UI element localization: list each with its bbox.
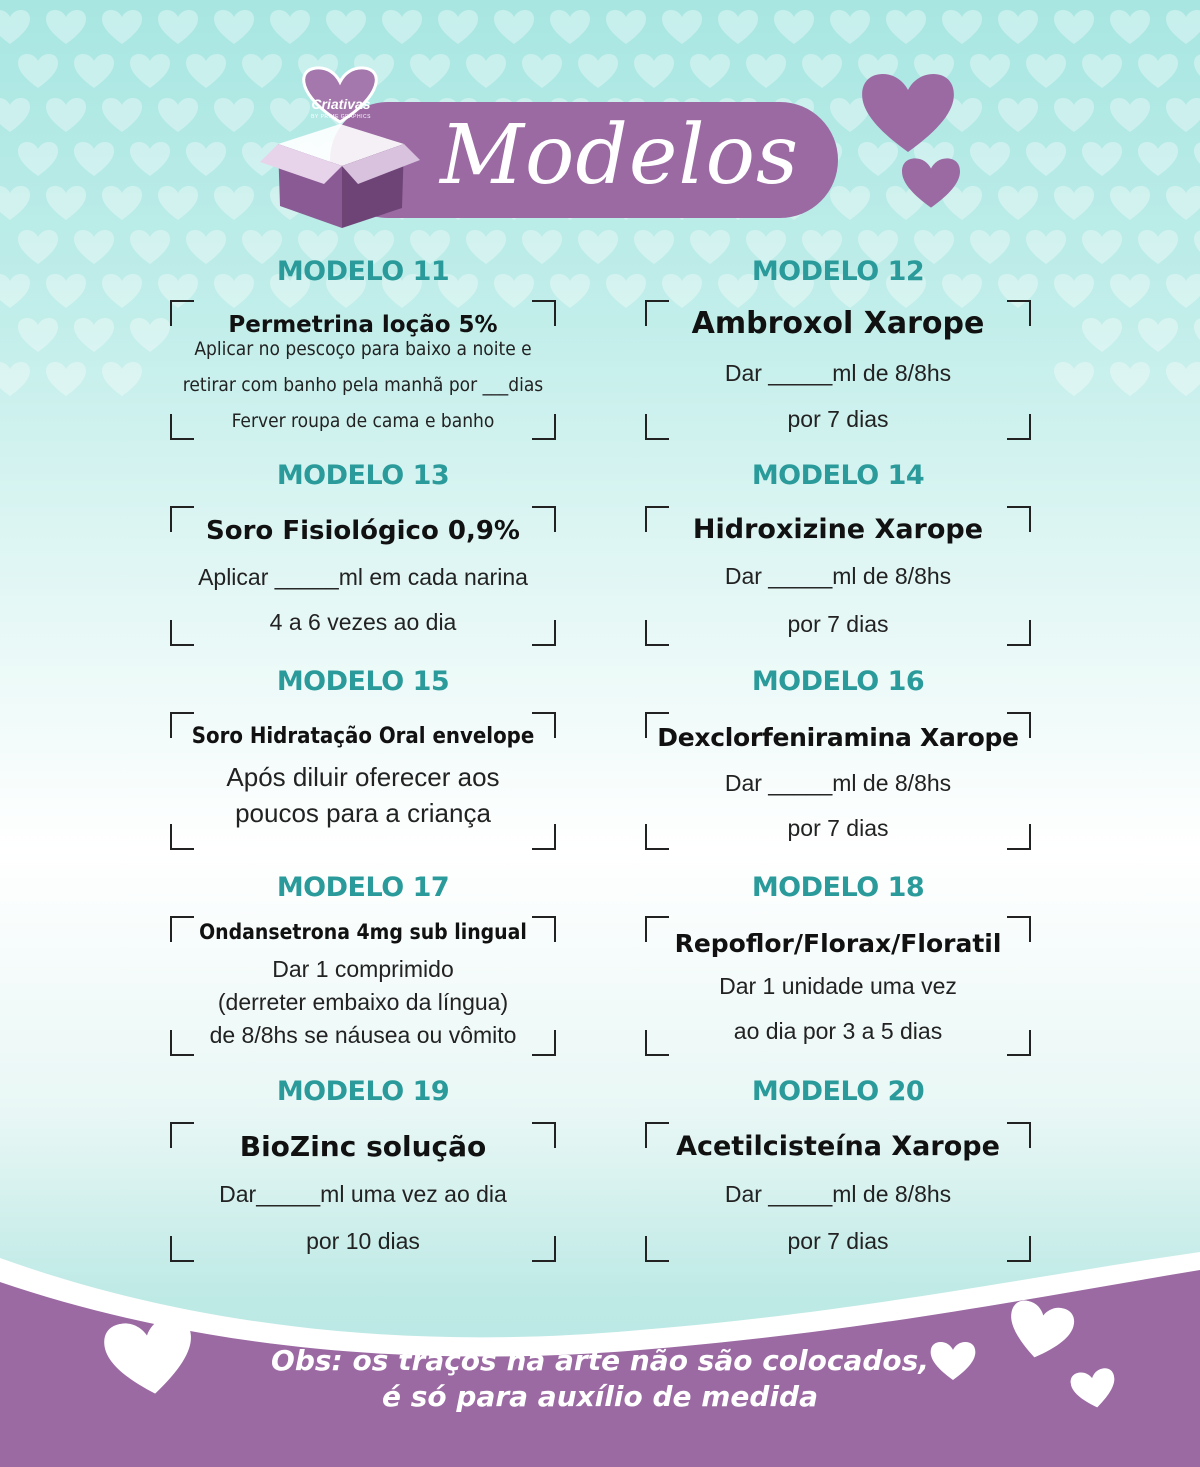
background-heart — [46, 274, 86, 308]
background-heart — [1082, 318, 1122, 352]
background-heart — [102, 362, 142, 396]
medicine-name: Soro Hidratação Oral envelope — [191, 724, 535, 749]
instruction-line: Ferver roupa de cama e banho — [231, 410, 495, 432]
instruction-line: por 7 dias — [787, 815, 889, 841]
background-heart — [214, 10, 254, 44]
background-heart — [1166, 10, 1200, 44]
background-heart — [1082, 230, 1122, 264]
model-13 — [163, 456, 563, 648]
background-heart — [130, 54, 170, 88]
background-heart — [1194, 54, 1200, 88]
medicine-name: Ambroxol Xarope — [691, 306, 985, 341]
background-heart — [998, 98, 1038, 132]
instruction-line: 4 a 6 vezes ao dia — [269, 609, 457, 635]
background-heart — [1166, 274, 1200, 308]
background-heart — [1110, 274, 1150, 308]
model-14 — [638, 456, 1038, 648]
background-heart — [802, 54, 842, 88]
background-heart — [578, 54, 618, 88]
instruction-line: Dar _____ml de 8/8hs — [724, 1181, 952, 1207]
model-16 — [638, 662, 1038, 854]
background-heart — [102, 186, 142, 220]
background-heart — [102, 98, 142, 132]
background-heart — [634, 54, 674, 88]
medicine-name: Dexclorfeniramina Xarope — [657, 723, 1019, 752]
background-heart — [18, 142, 58, 176]
model-label: MODELO 18 — [751, 872, 925, 903]
model-label: MODELO 12 — [751, 256, 925, 287]
background-heart — [382, 10, 422, 44]
background-heart — [662, 10, 702, 44]
background-heart — [1138, 54, 1178, 88]
background-heart — [0, 274, 30, 308]
model-label: MODELO 20 — [751, 1076, 925, 1107]
background-heart — [102, 10, 142, 44]
background-heart — [18, 318, 58, 352]
background-heart — [970, 142, 1010, 176]
background-heart — [1082, 54, 1122, 88]
footer-note-line-2: é só para auxílio de medida — [382, 1380, 818, 1413]
background-heart — [214, 186, 254, 220]
background-heart — [1166, 186, 1200, 220]
gift-box-logo-icon — [258, 62, 423, 232]
background-heart — [1110, 98, 1150, 132]
background-heart — [186, 54, 226, 88]
background-heart — [0, 362, 30, 396]
background-heart — [690, 54, 730, 88]
medicine-name: Soro Fisiológico 0,9% — [206, 516, 520, 546]
background-heart — [1138, 230, 1178, 264]
background-heart — [1110, 10, 1150, 44]
background-heart — [270, 10, 310, 44]
instruction-line: por 7 dias — [787, 611, 889, 637]
model-18 — [638, 868, 1038, 1060]
background-heart — [550, 10, 590, 44]
instruction-line: Dar_____ml uma vez ao dia — [219, 1181, 507, 1207]
model-label: MODELO 15 — [276, 666, 450, 697]
instruction-line: Dar 1 comprimido — [272, 956, 454, 982]
background-heart — [1026, 142, 1066, 176]
background-heart — [130, 142, 170, 176]
background-heart — [46, 186, 86, 220]
medicine-name: Hidroxizine Xarope — [692, 514, 984, 545]
background-heart — [466, 54, 506, 88]
background-heart — [158, 98, 198, 132]
instruction-line: poucos para a criança — [235, 798, 491, 828]
footer-note-line-1: Obs: os traços na arte não são colocados, — [271, 1344, 929, 1377]
background-heart — [0, 10, 30, 44]
instruction-line: Após diluir oferecer aos — [226, 762, 500, 792]
page-title: Modelos — [440, 108, 800, 203]
background-heart — [1138, 318, 1178, 352]
instruction-line: (derreter embaixo da língua) — [217, 989, 509, 1015]
logo-text: Criativas — [311, 96, 371, 112]
background-heart — [1138, 142, 1178, 176]
background-heart — [326, 10, 366, 44]
background-heart — [998, 186, 1038, 220]
background-heart — [186, 142, 226, 176]
model-label: MODELO 14 — [751, 460, 925, 491]
background-heart — [1082, 142, 1122, 176]
background-heart — [1110, 186, 1150, 220]
background-heart — [830, 10, 870, 44]
medicine-name: BioZinc solução — [239, 1130, 487, 1163]
background-heart — [158, 10, 198, 44]
logo-subtext: BY PRIME GRAPHICS — [311, 114, 371, 120]
background-heart — [1166, 98, 1200, 132]
background-heart — [1194, 142, 1200, 176]
instruction-line: Dar _____ml de 8/8hs — [724, 563, 952, 589]
background-heart — [578, 230, 618, 264]
background-heart — [718, 10, 758, 44]
background-heart — [46, 98, 86, 132]
background-heart — [1054, 362, 1094, 396]
medicine-name: Permetrina loção 5% — [228, 312, 498, 338]
instruction-line: por 7 dias — [787, 406, 889, 432]
background-heart — [606, 10, 646, 44]
background-heart — [74, 54, 114, 88]
background-heart — [0, 186, 30, 220]
background-heart — [1194, 230, 1200, 264]
instruction-line: Aplicar _____ml em cada narina — [198, 564, 528, 590]
model-label: MODELO 16 — [751, 666, 925, 697]
background-heart — [970, 54, 1010, 88]
background-heart — [18, 54, 58, 88]
model-11 — [163, 252, 563, 442]
model-label: MODELO 11 — [276, 256, 450, 287]
instruction-line: de 8/8hs se náusea ou vômito — [209, 1022, 517, 1048]
background-heart — [774, 10, 814, 44]
background-heart — [1166, 362, 1200, 396]
background-heart — [1054, 10, 1094, 44]
background-heart — [1110, 362, 1150, 396]
background-heart — [494, 10, 534, 44]
background-heart — [74, 230, 114, 264]
model-17 — [163, 868, 563, 1060]
background-heart — [1026, 54, 1066, 88]
instruction-line: Dar _____ml de 8/8hs — [724, 770, 952, 796]
model-label: MODELO 13 — [276, 460, 450, 491]
medicine-name: Repoflor/Florax/Floratil — [674, 929, 1002, 958]
background-heart — [438, 10, 478, 44]
background-heart — [1054, 186, 1094, 220]
instruction-line: Dar 1 unidade uma vez — [719, 973, 957, 999]
instruction-line: Dar _____ml de 8/8hs — [724, 360, 952, 386]
background-heart — [998, 10, 1038, 44]
background-heart — [0, 98, 30, 132]
background-heart — [46, 362, 86, 396]
background-heart — [214, 98, 254, 132]
model-label: MODELO 19 — [276, 1076, 450, 1107]
background-heart — [74, 318, 114, 352]
background-heart — [1054, 274, 1094, 308]
model-15 — [163, 662, 563, 854]
instruction-line: por 10 dias — [306, 1228, 420, 1254]
background-heart — [1194, 318, 1200, 352]
background-heart — [46, 10, 86, 44]
heart-small-icon — [902, 158, 960, 208]
heart-large-icon — [862, 74, 954, 152]
background-heart — [74, 142, 114, 176]
background-heart — [830, 186, 870, 220]
model-12 — [638, 252, 1038, 442]
model-label: MODELO 17 — [276, 872, 450, 903]
instruction-line: retirar com banho pela manhã por ___dias — [182, 374, 544, 396]
background-heart — [886, 10, 926, 44]
background-heart — [746, 54, 786, 88]
background-heart — [158, 186, 198, 220]
instruction-line: Aplicar no pescoço para baixo a noite e — [194, 338, 532, 360]
instruction-line: por 7 dias — [787, 1228, 889, 1254]
instruction-line: ao dia por 3 a 5 dias — [733, 1018, 943, 1044]
background-heart — [18, 230, 58, 264]
medicine-name: Acetilcisteína Xarope — [676, 1131, 1000, 1162]
medicine-name: Ondansetrona 4mg sub lingual — [199, 920, 527, 944]
background-heart — [1054, 98, 1094, 132]
background-heart — [522, 54, 562, 88]
background-heart — [942, 10, 982, 44]
background-heart — [102, 274, 142, 308]
